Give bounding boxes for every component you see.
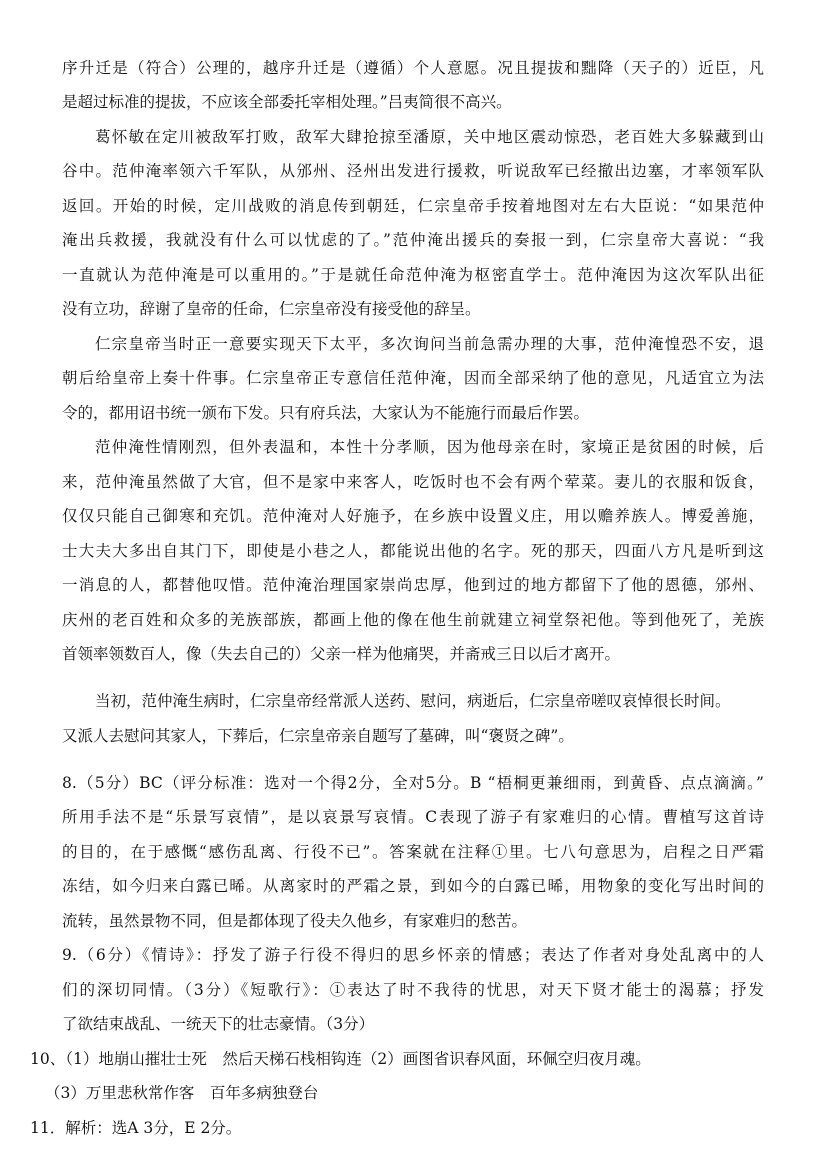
text-line: 范仲淹性情刚烈，但外表温和，本性十分孝顺，因为他母亲在时，家境正是贫困的时候，后 (95, 438, 764, 456)
text-line: 来，范仲淹虽然做了大官，但不是家中来客人，吃饭时也不会有两个荤菜。妻儿的衣服和饭食， (62, 473, 764, 491)
text-line: 淹出兵救援，我就没有什么可以忧虑的了。”范仲淹出援兵的奏报一到，仁宗皇帝大喜说：“我 (62, 231, 764, 249)
answer-11-line: 11．解析：选A 3分，E 2分。 (30, 1119, 242, 1137)
answer-8-line: 所用手法不是“乐景写哀情”，是以哀景写哀情。C表现了游子有家难归的心情。曹植写这首诗 (62, 808, 764, 826)
text-line: 一直就认为范仲淹是可以重用的。”于是就任命范仲淹为枢密直学士。范仲淹因为这次军队出征 (62, 266, 764, 284)
text-line: 一消息的人，都替他叹惜。范仲淹治理国家崇尚忠厚，他到过的地方都留下了他的恩德，邠州、 (62, 576, 764, 594)
text-line: 序升迁是（符合）公理的，越序升迁是（遵循）个人意愿。况且提拔和黜降（天子的）近臣，凡 (62, 59, 764, 77)
text-line: 士大夫大多出自其门下，即使是小巷之人，都能说出他的名字。死的那天，四面八方凡是听到这 (62, 542, 764, 560)
text-line: 又派人去慰问其家人，下葬后，仁宗皇帝亲自题写了墓碑，叫“褒贤之碑”。 (62, 727, 574, 745)
text-line: 朝后给皇帝上奏十件事。仁宗皇帝正专意信任范仲淹，因而全部采纳了他的意见，凡适宜立为法 (62, 369, 764, 387)
text-line: 令的，都用诏书统一颁布下发。只有府兵法，大家认为不能施行而最后作罢。 (62, 404, 590, 422)
text-line: 庆州的老百姓和众多的羌族部族，都画上他的像在他生前就建立祠堂祭祀他。等到他死了，羌族 (62, 611, 764, 629)
answer-8-line: 流转，虽然景物不同，但是都体现了役夫久他乡，有家难归的愁苦。 (62, 912, 528, 930)
answer-9-line: 了欲结束战乱、一统天下的壮志豪情。（3分） (62, 1015, 375, 1033)
text-line: 仅仅只能自己御寒和充饥。范仲淹对人好施予，在乡族中设置义庄，用以赡养族人。博爱善施， (62, 507, 764, 525)
answer-10-line: （3）万里悲秋常作客 百年多病独登台 (45, 1084, 319, 1102)
answer-8-line: 8.（5分）BC（评分标准：选对一个得2分，全对5分。B “梧桐更兼细雨，到黄昏、点点滴滴。” (62, 774, 764, 792)
answer-9-line: 9.（6分）《情诗》：抒发了游子行役不得归的思乡怀亲的情感；表达了作者对身处乱离中的人 (62, 946, 764, 964)
text-line: 谷中。范仲淹率领六千军队，从邠州、泾州出发进行援救，听说敌军已经撤出边塞，才率领军队 (62, 162, 764, 180)
text-line: 返回。开始的时候，定川战败的消息传到朝廷，仁宗皇帝手按着地图对左右大臣说：“如果范仲 (62, 197, 764, 215)
text-line: 当初，范仲淹生病时，仁宗皇帝经常派人送药、慰问，病逝后，仁宗皇帝嗟叹哀悼很长时间。 (95, 692, 731, 710)
answer-10-line: 10、（1）地崩山摧壮士死 然后天梯石栈相钩连（2）画图省识春风面，环佩空归夜月魂。 (30, 1050, 651, 1068)
text-line: 没有立功，辞谢了皇帝的任命，仁宗皇帝没有接受他的辞呈。 (62, 300, 481, 318)
text-line: 葛怀敏在定川被敌军打败，敌军大肆抢掠至潘原，关中地区震动惊恐，老百姓大多躲藏到山 (95, 128, 764, 146)
text-line: 仁宗皇帝当时正一意要实现天下太平，多次询问当前急需办理的大事，范仲淹惶恐不安，退 (95, 335, 764, 353)
answer-9-line: 们的深切同情。（3分）《短歌行》：①表达了时不我待的忧思，对天下贤才能士的渴慕；抒发 (62, 981, 764, 999)
text-line: 是超过标准的提拔，不应该全部委托宰相处理。”吕夷简很不高兴。 (62, 93, 512, 111)
text-line: 首领率领数百人，像（失去自己的）父亲一样为他痛哭，并斋戒三日以后才离开。 (62, 645, 621, 663)
answer-8-line: 的目的，在于感慨“感伤乱离、行役不已”。答案就在注释①里。七八句意思为，启程之日严霜 (62, 843, 764, 861)
answer-8-line: 冻结，如今归来白露已晞。从离家时的严霜之景，到如今的白露已晞，用物象的变化写出时间的 (62, 877, 764, 895)
